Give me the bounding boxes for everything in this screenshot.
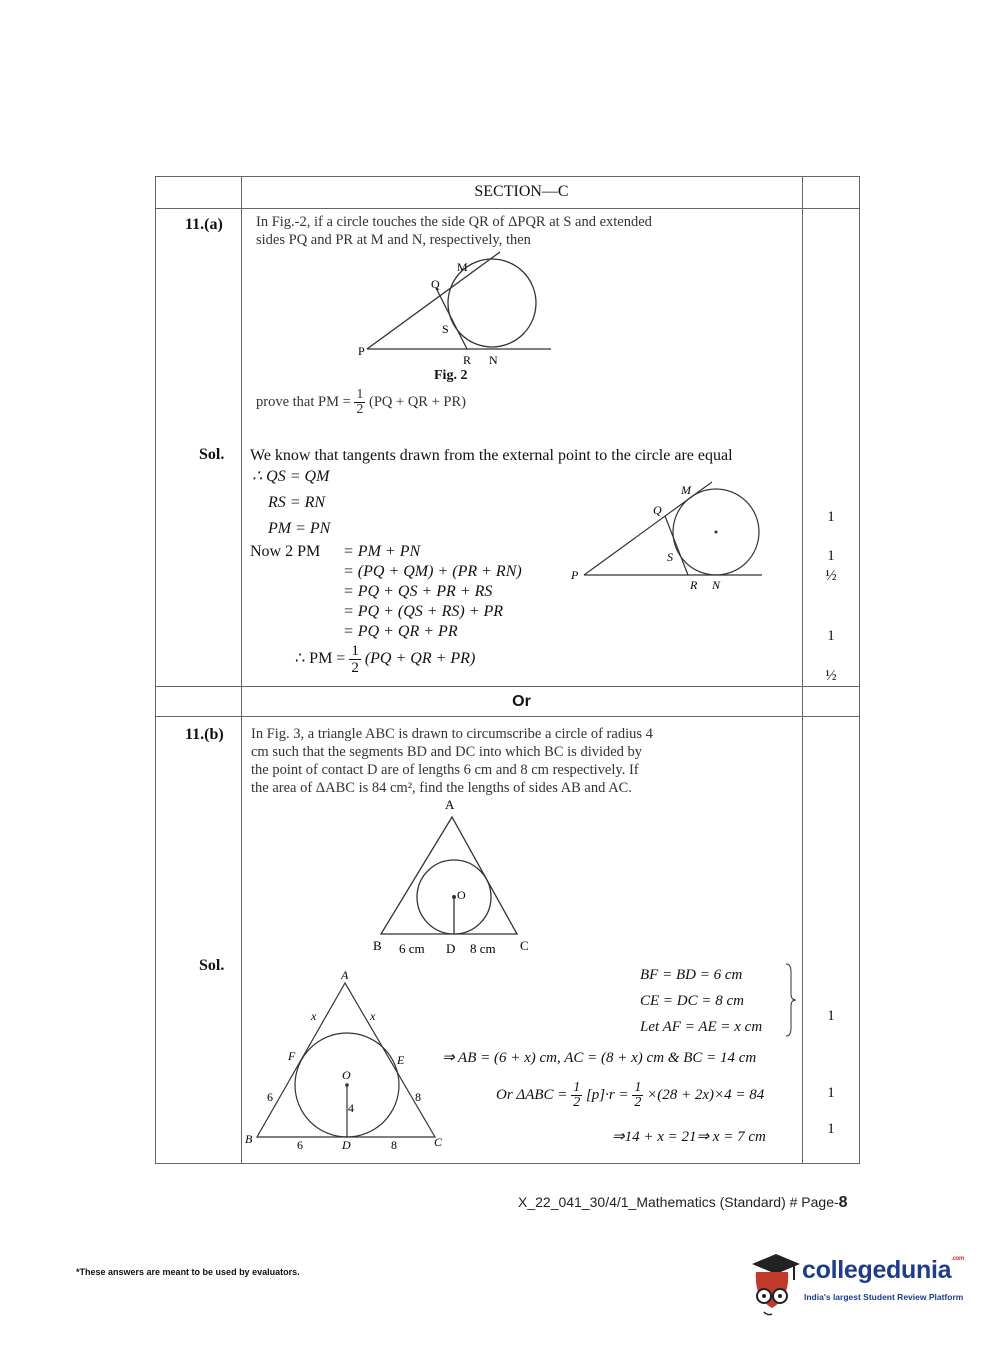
sol-circle-centre [715,531,718,534]
brace-icon [784,962,798,1038]
fig3-label-b: B [373,938,382,953]
brand-tagline: India's largest Student Review Platform [804,1292,964,1302]
sol-fig-label-b: B [245,1132,253,1146]
sol-fig-label-8-bottom: 8 [391,1138,397,1152]
fig3-label-d: D [446,941,456,956]
fig2-label-m: M [457,260,468,274]
evaluator-note: *These answers are meant to be used by evaluators. [76,1267,300,1277]
figure-2-caption: Fig. 2 [434,368,468,383]
solution-figure-11a [566,478,771,593]
solution-line-rs: RS = RN [268,494,326,511]
area-fraction-2-num: 1 [634,1080,642,1095]
solution-now-label: Now 2 PM [250,543,321,560]
collegedunia-logo [742,1250,972,1320]
solution-step-1: = PM + PN [343,543,421,560]
area-fraction-1-num: 1 [573,1080,581,1095]
solution-line-pm: PM = PN [268,520,331,537]
equation-af: Let AF = AE = x cm [640,1019,763,1035]
mark-11a-3: ½ [825,568,837,584]
brand-name [802,1256,964,1285]
question-11a-line-2: sides PQ and PR at M and N, respectively, then [256,232,531,248]
page-reference-text: X_22_041_30/4/1_Mathematics (Standard) # Page- [518,1194,839,1210]
prove-suffix: (PQ + QR + PR) [369,393,466,410]
mark-11b-2: 1 [827,1085,835,1101]
question-11b-line-4: the area of ΔABC is 84 cm², find the lengths of sides AB and AC. [251,780,632,796]
solution-step-3: = PQ + QS + PR + RS [343,583,493,600]
conclusion-fraction-num: 1 [351,643,359,659]
sol-fig-label-o: O [342,1068,351,1082]
fig3-label-8cm: 8 cm [470,941,496,956]
equation-bf: BF = BD = 6 cm [640,967,743,983]
solution-11a-label: Sol. [199,446,225,463]
figure-3 [365,795,545,960]
conclusion-fraction-den: 2 [351,660,359,676]
sol-fig-label-x-left: x [311,1009,317,1023]
brand-name-text: collegedunia [802,1256,952,1284]
area-mid: [p]·r = [585,1086,629,1103]
sol-fig-label-6-bottom: 6 [297,1138,303,1152]
solution-figure-11b [240,965,455,1155]
mark-11a-5: ½ [825,668,837,684]
area-fraction-2 [632,1081,643,1110]
fig2-label-q: Q [431,277,440,291]
equation-area [496,1081,764,1110]
equation-sides: ⇒ AB = (6 + x) cm, AC = (8 + x) cm & BC = 14 cm [442,1050,757,1066]
sol-fig-label-n: N [712,578,721,592]
sol-fig-label-c: C [434,1135,443,1149]
mark-11a-4: 1 [827,628,835,644]
fig3-label-6cm: 6 cm [399,941,425,956]
solution-step-5: = PQ + QR + PR [343,623,458,640]
sol-fig-label-f: F [288,1049,296,1063]
sol-fig-label-p: P [571,568,579,582]
sol-fig-label-4: 4 [348,1101,354,1115]
question-11b-line-1: In Fig. 3, a triangle ABC is drawn to circumscribe a circle of radius 4 [251,726,653,742]
sol-fig-label-s: S [667,550,673,564]
area-fraction-2-den: 2 [634,1095,642,1110]
mark-11a-1: 1 [827,509,835,525]
solution-step-4: = PQ + (QS + RS) + PR [343,603,504,620]
fig2-label-s: S [442,322,449,336]
solution-11b-label: Sol. [199,957,225,974]
page-number: 8 [838,1194,848,1211]
mark-11a-2: 1 [827,548,835,564]
prove-statement [256,388,466,417]
page-reference [518,1194,848,1212]
prove-prefix: prove that PM = [256,393,351,410]
sol-fig-label-a: A [341,968,349,982]
area-prefix: Or ΔABC = [496,1086,568,1103]
triangle-abc [381,817,517,934]
area-fraction-1 [571,1081,582,1110]
question-11b-label: 11.(b) [185,726,224,743]
area-fraction-1-den: 2 [573,1095,581,1110]
section-title: SECTION—C [474,183,569,200]
sol-centre-o [345,1083,349,1087]
fig3-label-c: C [520,938,529,953]
solution-line-qs: ∴ QS = QM [252,468,330,485]
sol-segment-qr [665,516,688,575]
question-11b-line-2: cm such that the segments BD and DC into which BC is divided by [251,744,643,760]
sol-fig-label-m: M [681,483,691,497]
sol-fig-label-x-right: x [370,1009,376,1023]
tangent-pm [367,252,500,349]
brand-suffix: .com [951,1256,965,1262]
mascot-icon [742,1250,802,1320]
fig3-label-o: O [457,888,466,902]
sol-fig-label-e: E [397,1053,405,1067]
fig2-label-n: N [489,353,498,367]
solution-conclusion [295,643,475,676]
sol-fig-label-8-right: 8 [415,1090,421,1104]
prove-fraction-num: 1 [356,387,364,402]
prove-fraction [354,388,365,417]
solution-11a-intro: We know that tangents drawn from the external point to the circle are equal [250,447,733,464]
question-11a-line-1: In Fig.-2, if a circle touches the side QR of ΔPQR at S and extended [256,214,652,230]
sol-triangle-abc [257,983,435,1137]
question-11b-line-3: the point of contact D are of lengths 6 cm and 8 cm respectively. If [251,762,639,778]
centre-o [452,895,456,899]
or-separator: Or [512,693,531,710]
equation-ce: CE = DC = 8 cm [640,993,744,1009]
sol-fig-label-6-left: 6 [267,1090,273,1104]
conclusion-suffix: (PQ + QR + PR) [364,650,476,668]
fig2-label-r: R [463,353,472,367]
conclusion-prefix: ∴ PM = [295,650,346,668]
figure-2 [355,248,560,388]
mark-11b-1: 1 [827,1008,835,1024]
conclusion-fraction [349,643,361,676]
question-11a-label: 11.(a) [185,216,223,233]
fig2-label-p: P [358,344,365,358]
sol-fig-label-r: R [690,578,698,592]
area-suffix: ×(28 + 2x)×4 = 84 [647,1086,765,1103]
mark-11b-3: 1 [827,1121,835,1137]
prove-fraction-den: 2 [356,402,364,417]
fig3-label-a: A [445,797,455,812]
equation-result: ⇒14 + x = 21⇒ x = 7 cm [612,1129,766,1145]
sol-fig-label-q: Q [653,503,662,517]
sol-fig-label-d: D [342,1138,351,1152]
solution-step-2: = (PQ + QM) + (PR + RN) [343,563,522,580]
